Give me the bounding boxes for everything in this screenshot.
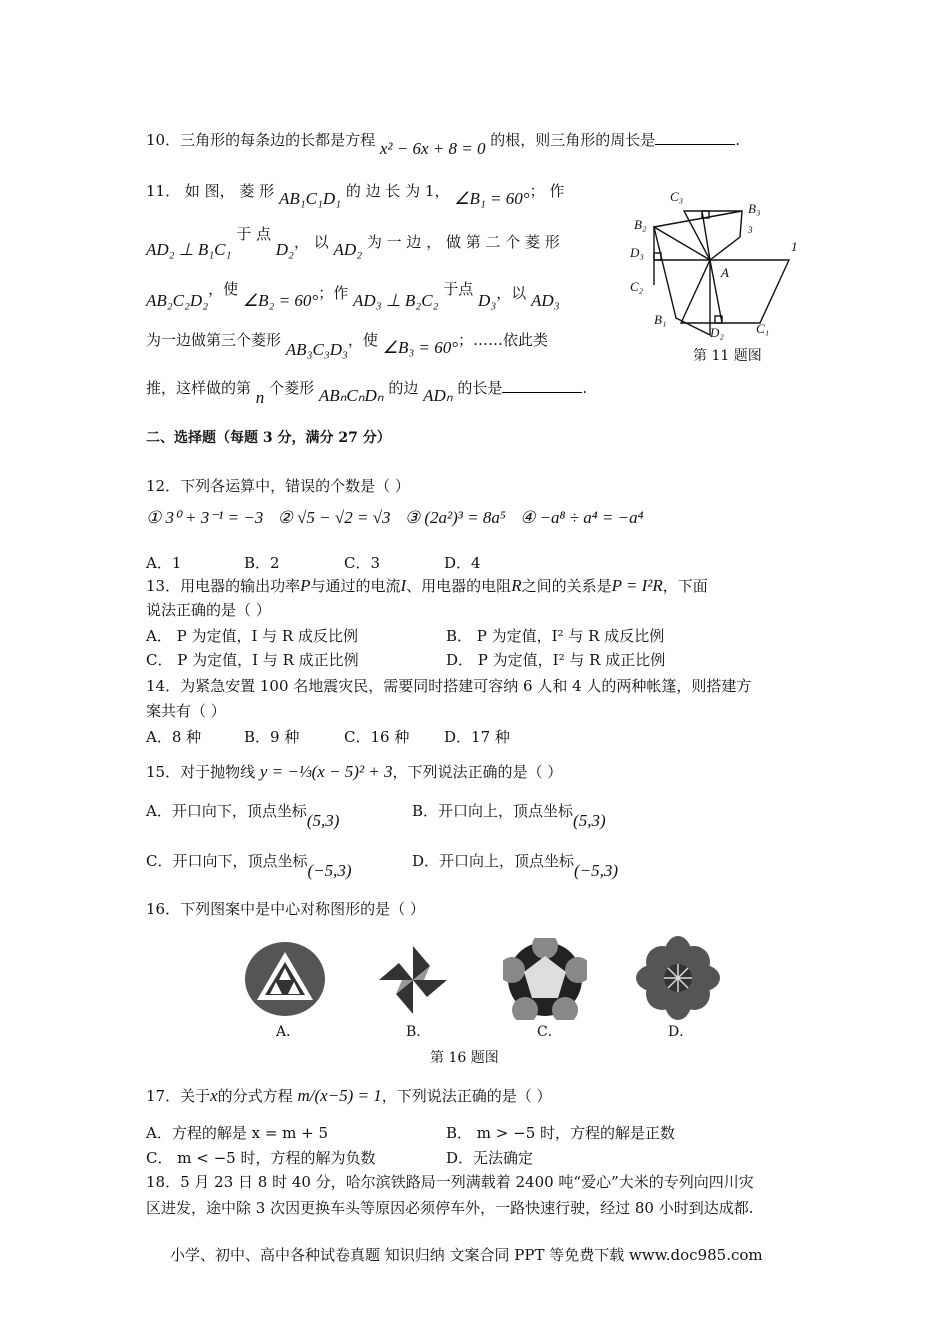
q11-text: ；……依此类 (458, 331, 549, 349)
q11-text: ， 以 (293, 233, 329, 251)
q13-option-c: C． P 为定值，I 与 R 成正比例 (146, 651, 359, 669)
q11-line-2 (146, 225, 560, 259)
q17-equation: m/(x−5) = 1 (297, 1086, 382, 1105)
q11-text: 推，这样做的第 (146, 379, 252, 397)
line-b2-c3 (654, 211, 742, 227)
q11-end: . (582, 379, 588, 397)
q11-text: 于 点 (236, 225, 271, 243)
label-b3: B₃ (748, 201, 761, 216)
q15-option-b-text: B．开口向上，顶点坐标 (412, 802, 574, 820)
q11-text: ，使 (347, 331, 378, 349)
q17-option-a: A．方程的解是 x = m + 5 (146, 1124, 329, 1142)
q15-option-d-value: (−5,3) (574, 861, 619, 880)
q16-label-d: D． (668, 1024, 694, 1040)
q11-math: AB₃C₃D₃ (285, 340, 348, 359)
q15-option-c-value: (−5,3) (307, 861, 352, 880)
q13-option-a: A． P 为定值，I 与 R 成反比例 (146, 627, 358, 645)
q13-line-1 (146, 576, 708, 596)
q13-text: 与通过的电流 (310, 577, 401, 595)
q11-math: D₂ (275, 240, 294, 259)
q11-line-5 (146, 378, 588, 407)
q12-expr-4: ④ −a⁸ ÷ a⁴ = −a⁴ (520, 508, 644, 527)
q11-math: AB₁C₁D₁ (278, 189, 342, 208)
q15-option-d (412, 850, 619, 880)
q16-label-b: B． (406, 1024, 431, 1040)
label-d2: D₂ (710, 325, 724, 340)
label-c2: C₂ (630, 279, 644, 294)
q15-option-b-value: (5,3) (573, 811, 606, 830)
label-b2: B₂ (634, 217, 647, 232)
q10-answer-blank (655, 130, 735, 145)
q10-end: . (735, 131, 741, 149)
q11-math: AD₂ ⊥ B₁C₁ (146, 240, 232, 259)
q11-text: ，以 (496, 284, 527, 302)
q11-line-1 (146, 181, 565, 208)
q12-option-c: C．3 (344, 554, 381, 572)
q16-caption: 第 16 题图 (430, 1050, 499, 1066)
label-c1: C₁ (756, 321, 770, 336)
q12-expressions (146, 508, 644, 528)
q15-text: ，下列说法正确的是（ ） (392, 763, 563, 781)
q14-option-c: C．16 种 (344, 728, 410, 746)
q11-line-3 (146, 280, 560, 310)
q12-option-d: D．4 (444, 554, 481, 572)
q16-pattern-d (636, 936, 720, 1020)
q10-prefix: 10．三角形的每条边的长都是方程 (146, 131, 376, 149)
q11-text: 的边 (388, 379, 419, 397)
label-3: 3 (748, 225, 753, 235)
q16-pattern-a (243, 940, 327, 1018)
q14-option-d: D．17 种 (444, 728, 510, 746)
q11-text: 为 一 边 ， 做 第 二 个 菱 形 (366, 233, 560, 251)
q11-text: 于点 (443, 280, 474, 298)
q11-math: AD₃ ⊥ B₂C₂ (353, 291, 439, 310)
q15-option-c (146, 850, 352, 880)
q17-option-c: C． m < −5 时，方程的解为负数 (146, 1149, 376, 1167)
q13-math: P (300, 576, 311, 595)
q13-text: ，下面 (662, 577, 708, 595)
q15-option-a (146, 800, 340, 830)
q16-pattern-b (372, 940, 454, 1020)
q13-math: P = I²R (611, 576, 663, 595)
rhombus-3 (684, 211, 742, 260)
q10-line (146, 130, 741, 158)
q11-text: 为一边做第三个菱形 (146, 331, 282, 349)
rhombus-1 (681, 260, 789, 323)
q13-line-2: 说法正确的是（ ） (146, 601, 271, 619)
label-d3: D₃ (630, 245, 644, 260)
q15-option-d-text: D．开口向上，顶点坐标 (412, 852, 575, 870)
q11-math: AD₃ (531, 291, 560, 310)
q11-text: ，使 (208, 280, 239, 298)
q11-math: D₃ (478, 291, 497, 310)
q11-math: n (255, 388, 265, 407)
q13-option-d: D． P 为定值，I² 与 R 成正比例 (446, 651, 666, 669)
q11-math: AD₂ (333, 240, 363, 259)
q17-option-d: D．无法确定 (446, 1149, 534, 1167)
label-c3: C₃ (670, 189, 684, 204)
q15-stem (146, 762, 562, 782)
q18-line-2: 区进发，途中除 3 次因更换车头等原因必须停车外，一路快速行驶，经过 80 小时到达成都. (146, 1199, 754, 1217)
q13-text: 之间的关系是 (521, 577, 612, 595)
q17-text: 的分式方程 (217, 1087, 293, 1105)
q11-text: 的长是 (457, 379, 503, 397)
q17-text: 17．关于 (146, 1087, 211, 1105)
q16-pattern-c (503, 938, 587, 1020)
figure-11-caption: 第 11 题图 (693, 348, 762, 364)
q16-label-c: C． (537, 1024, 562, 1040)
q13-option-b: B． P 为定值，I² 与 R 成反比例 (446, 627, 665, 645)
q11-line-4 (146, 330, 549, 359)
q15-option-a-value: (5,3) (306, 811, 340, 830)
q15-option-c-text: C．开口向下，顶点坐标 (146, 852, 308, 870)
label-1: 1 (791, 239, 798, 254)
q15-option-b (412, 800, 606, 830)
q12-option-b: B．2 (244, 554, 280, 572)
label-b1: B₁ (654, 312, 667, 327)
figure-11-rhombus-diagram (622, 185, 807, 370)
q12-stem: 12．下列各运算中，错误的个数是（ ） (146, 477, 410, 495)
q13-math: I (400, 576, 407, 595)
q11-math: ∠B₃ = 60° (382, 338, 459, 357)
q16-label-a: A． (276, 1024, 301, 1040)
q11-math: ∠B₂ = 60° (242, 291, 319, 310)
q11-text: 11． 如 图， 菱 形 (146, 182, 275, 200)
q17-math: x (210, 1086, 218, 1105)
q12-expr-3: ③ (2a²)³ = 8a⁵ (404, 508, 506, 527)
q15-option-a-text: A．开口向下，顶点坐标 (146, 802, 307, 820)
q17-option-b: B． m > −5 时，方程的解是正数 (446, 1124, 676, 1142)
q13-text: 13．用电器的输出功率 (146, 577, 301, 595)
page-footer: 小学、初中、高中各种试卷真题 知识归纳 文案合同 PPT 等免费下载 www.doc985.com (170, 1246, 763, 1264)
q12-option-a: A．1 (146, 554, 182, 572)
q17-stem (146, 1086, 552, 1106)
q16-stem: 16．下列图案中是中心对称图形的是（ ） (146, 900, 425, 918)
q11-math: ABₙCₙDₙ (318, 386, 384, 405)
label-a: A (721, 265, 729, 280)
q11-math: ADₙ (423, 386, 453, 405)
q14-option-a: A．8 种 (146, 728, 202, 746)
q18-line-1: 18．5 月 23 日 8 时 40 分，哈尔滨铁路局一列满载着 2400 吨“爱心”大米的专列向四川灾 (146, 1173, 754, 1191)
q13-text: 、用电器的电阻 (406, 577, 512, 595)
section-2-title: 二、选择题（每题 3 分，满分 27 分） (146, 430, 391, 446)
q11-math: AB₂C₂D₂ (146, 291, 209, 310)
q14-line-2: 案共有（ ） (146, 702, 226, 720)
q11-answer-blank (502, 378, 582, 393)
q15-equation: y = −⅓(x − 5)² + 3 (259, 762, 393, 781)
q15-text: 15．对于抛物线 (146, 763, 256, 781)
q12-expr-1: ① 3⁰ + 3⁻¹ = −3 (146, 508, 264, 527)
q12-expr-2: ② √5 − √2 = √3 (277, 508, 391, 527)
q11-text: 个菱形 (269, 379, 315, 397)
q10-suffix: 的根，则三角形的周长是 (490, 131, 656, 149)
q11-math: ∠B₁ = 60° (454, 189, 530, 208)
q11-text: ； 作 (529, 182, 565, 200)
q13-math: R (511, 576, 522, 595)
q14-option-b: B．9 种 (244, 728, 300, 746)
q14-line-1: 14．为紧急安置 100 名地震灾民，需要同时搭建可容纳 6 人和 4 人的两种帐篷，则搭建方 (146, 677, 752, 695)
q11-text: ；作 (318, 284, 349, 302)
q11-text: 的 边 长 为 1， (345, 182, 450, 200)
q17-text: ，下列说法正确的是（ ） (381, 1087, 552, 1105)
q10-equation: x² − 6x + 8 = 0 (379, 139, 486, 158)
